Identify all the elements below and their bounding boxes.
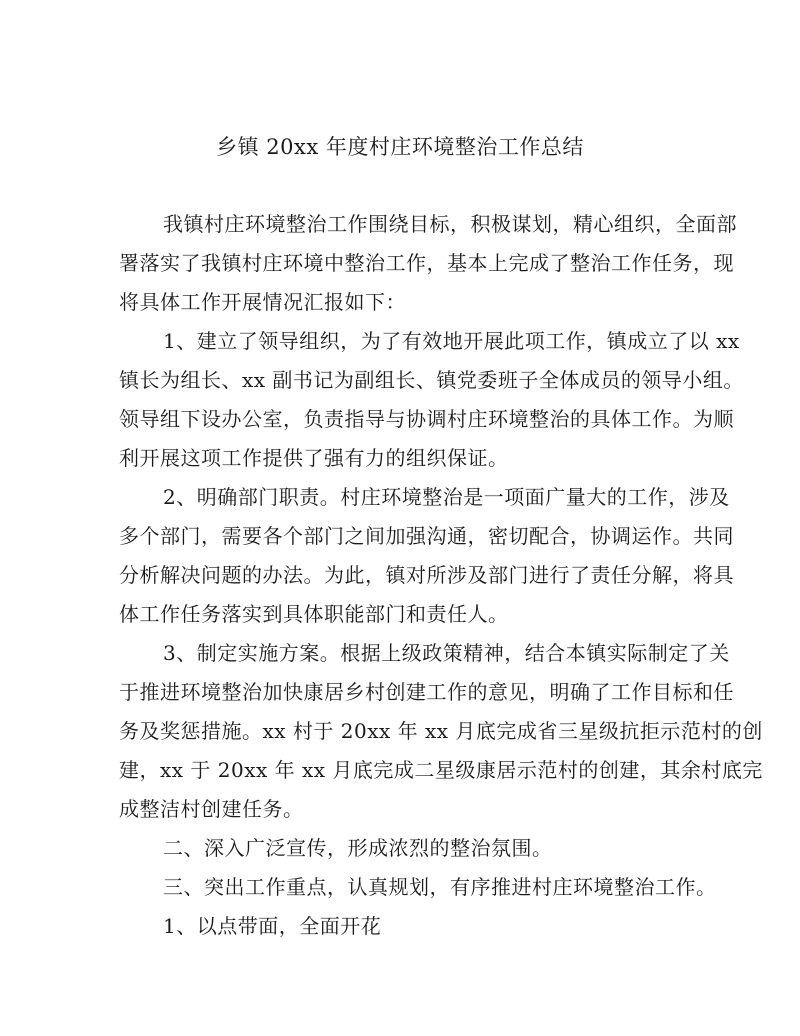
body-line: 于推进环境整治加快康居乡村创建工作的意见，明确了工作目标和任 (119, 680, 734, 704)
body-line: 2、明确部门职责。村庄环境整治是一项面广量大的工作，涉及 (163, 485, 730, 509)
body-line: 体工作任务落实到具体职能部门和责任人。 (119, 602, 509, 626)
body-line: 将具体工作开展情况汇报如下： (119, 290, 406, 314)
body-line: 我镇村庄环境整治工作围绕目标，积极谋划，精心组织，全面部 (163, 212, 737, 236)
body-line: 1、建立了领导组织，为了有效地开展此项工作，镇成立了以 xx (163, 329, 740, 353)
body-line: 建，xx 于 20xx 年 xx 月底完成二星级康居示范村的创建，其余村底完 (119, 758, 763, 782)
body-line: 1、以点带面，全面开花 (163, 914, 382, 938)
section-heading: 二、深入广泛宣传，形成浓烈的整治氛围。 (163, 836, 553, 860)
body-line: 领导组下设办公室，负责指导与协调村庄环境整治的具体工作。为顺 (119, 407, 734, 431)
section-heading: 三、突出工作重点，认真规划，有序推进村庄环境整治工作。 (163, 875, 717, 899)
body-line: 分析解决问题的办法。为此，镇对所涉及部门进行了责任分解，将具 (119, 563, 734, 587)
body-line: 3、制定实施方案。根据上级政策精神，结合本镇实际制定了关 (163, 641, 730, 665)
body-line: 利开展这项工作提供了强有力的组织保证。 (119, 446, 509, 470)
document-title: 乡镇 20xx 年度村庄环境整治工作总结 (216, 135, 584, 159)
body-line: 多个部门，需要各个部门之间加强沟通，密切配合，协调运作。共同 (119, 524, 734, 548)
body-line: 署落实了我镇村庄环境中整治工作，基本上完成了整治工作任务，现 (119, 251, 734, 275)
body-line: 成整洁村创建任务。 (119, 797, 304, 821)
body-line: 镇长为组长、xx 副书记为副组长、镇党委班子全体成员的领导小组。 (119, 368, 744, 392)
body-line: 务及奖惩措施。xx 村于 20xx 年 xx 月底完成省三星级抗拒示范村的创 (119, 719, 763, 743)
